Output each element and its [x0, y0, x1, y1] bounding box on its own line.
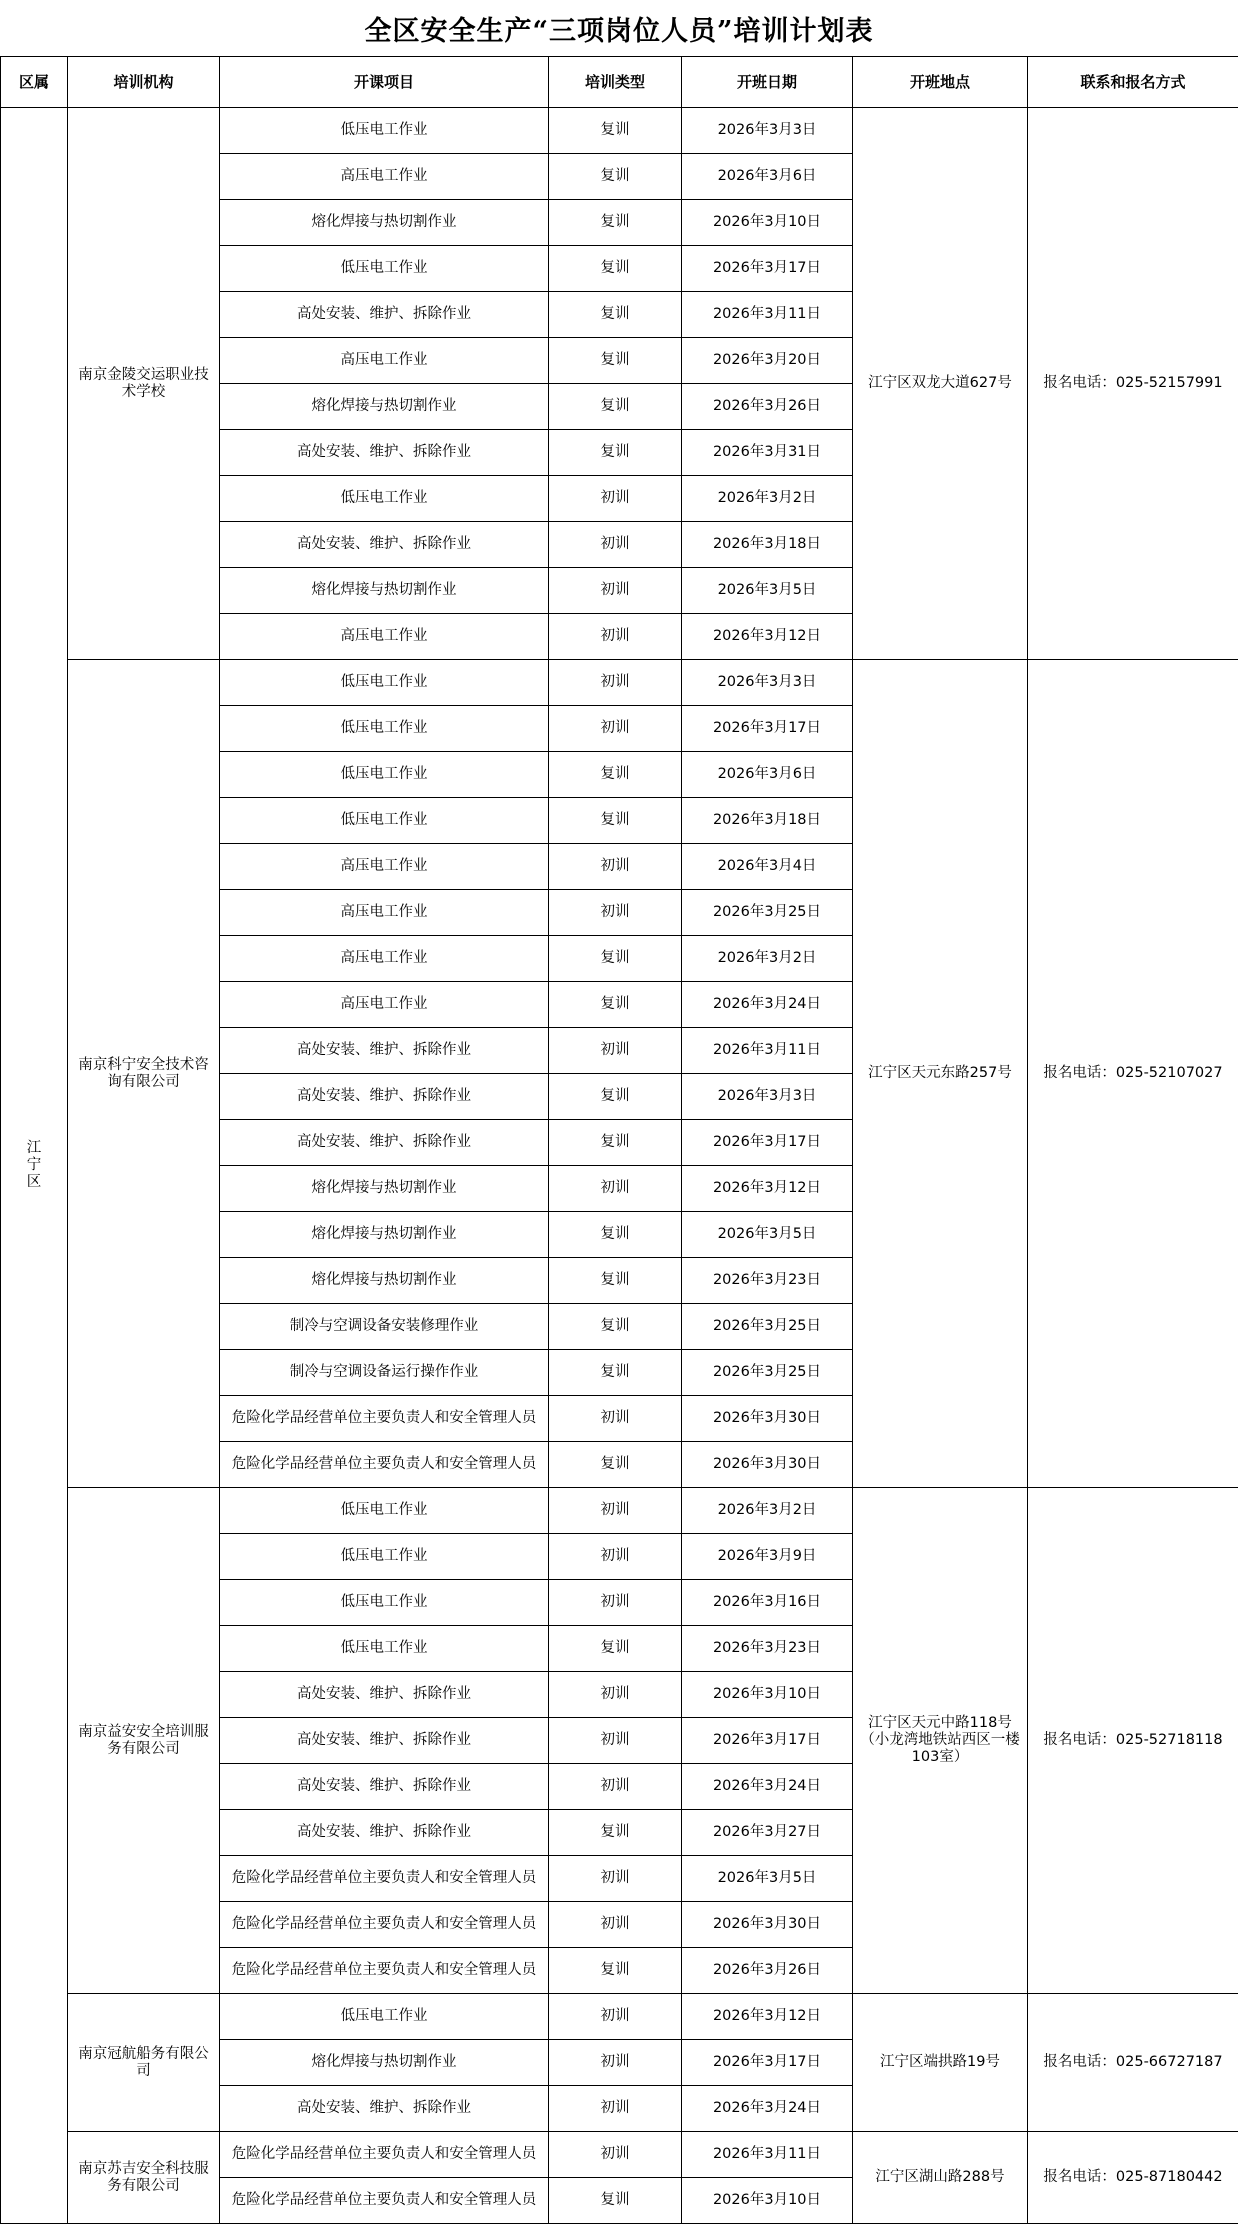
- course-date-cell: 2026年3月3日: [682, 660, 853, 706]
- contact-cell: 报名电话：025-87180442: [1028, 2132, 1238, 2224]
- course-type-cell: 初训: [549, 1580, 682, 1626]
- header-district: 区属: [1, 57, 68, 108]
- course-type-cell: 复训: [549, 154, 682, 200]
- course-project-cell: 高处安装、维护、拆除作业: [220, 292, 549, 338]
- institution-name-cell: 南京科宁安全技术咨询有限公司: [68, 660, 220, 1488]
- course-project-cell: 熔化焊接与热切割作业: [220, 1258, 549, 1304]
- institution-name-cell: 南京金陵交运职业技术学校: [68, 108, 220, 660]
- course-type-cell: 初训: [549, 614, 682, 660]
- course-type-cell: 复训: [549, 752, 682, 798]
- course-type-cell: 复训: [549, 1258, 682, 1304]
- course-type-cell: 初训: [549, 1994, 682, 2040]
- course-date-cell: 2026年3月17日: [682, 706, 853, 752]
- course-date-cell: 2026年3月3日: [682, 1074, 853, 1120]
- table-row: [1, 1488, 1238, 1534]
- course-date-cell: 2026年3月24日: [682, 1764, 853, 1810]
- course-project-cell: 低压电工作业: [220, 752, 549, 798]
- course-project-cell: 高处安装、维护、拆除作业: [220, 1764, 549, 1810]
- course-project-cell: 高压电工作业: [220, 154, 549, 200]
- course-project-cell: 低压电工作业: [220, 1534, 549, 1580]
- course-date-cell: 2026年3月27日: [682, 1810, 853, 1856]
- course-date-cell: 2026年3月4日: [682, 844, 853, 890]
- course-project-cell: 低压电工作业: [220, 476, 549, 522]
- institution-name-cell: 南京益安安全培训服务有限公司: [68, 1488, 220, 1994]
- institution-name-cell: 南京苏吉安全科技服务有限公司: [68, 2132, 220, 2224]
- course-date-cell: 2026年3月30日: [682, 1396, 853, 1442]
- course-project-cell: 高处安装、维护、拆除作业: [220, 1718, 549, 1764]
- course-type-cell: 复训: [549, 1212, 682, 1258]
- course-project-cell: 危险化学品经营单位主要负责人和安全管理人员: [220, 2132, 549, 2178]
- course-type-cell: 复训: [549, 1948, 682, 1994]
- course-type-cell: 初训: [549, 1534, 682, 1580]
- course-project-cell: 低压电工作业: [220, 798, 549, 844]
- course-project-cell: 低压电工作业: [220, 1994, 549, 2040]
- course-type-cell: 复训: [549, 2178, 682, 2224]
- course-type-cell: 初训: [549, 1902, 682, 1948]
- course-type-cell: 初训: [549, 1672, 682, 1718]
- header-type: 培训类型: [549, 57, 682, 108]
- course-date-cell: 2026年3月23日: [682, 1258, 853, 1304]
- course-date-cell: 2026年3月25日: [682, 890, 853, 936]
- course-type-cell: 复训: [549, 292, 682, 338]
- course-type-cell: 复训: [549, 1120, 682, 1166]
- course-project-cell: 高处安装、维护、拆除作业: [220, 522, 549, 568]
- course-date-cell: 2026年3月20日: [682, 338, 853, 384]
- course-project-cell: 危险化学品经营单位主要负责人和安全管理人员: [220, 1902, 549, 1948]
- table-body: [1, 108, 1238, 2224]
- course-date-cell: 2026年3月11日: [682, 1028, 853, 1074]
- course-type-cell: 复训: [549, 200, 682, 246]
- course-type-cell: 初训: [549, 1396, 682, 1442]
- course-project-cell: 危险化学品经营单位主要负责人和安全管理人员: [220, 1948, 549, 1994]
- location-cell: 江宁区天元中路118号（小龙湾地铁站西区一楼103室）: [853, 1488, 1028, 1994]
- course-date-cell: 2026年3月17日: [682, 1120, 853, 1166]
- course-type-cell: 复训: [549, 246, 682, 292]
- course-type-cell: 复训: [549, 1810, 682, 1856]
- page-title: 全区安全生产“三项岗位人员”培训计划表: [0, 0, 1238, 56]
- course-project-cell: 制冷与空调设备安装修理作业: [220, 1304, 549, 1350]
- course-date-cell: 2026年3月23日: [682, 1626, 853, 1672]
- course-type-cell: 初训: [549, 2086, 682, 2132]
- course-project-cell: 高处安装、维护、拆除作业: [220, 1074, 549, 1120]
- table-row: [1, 108, 1238, 154]
- course-project-cell: 危险化学品经营单位主要负责人和安全管理人员: [220, 1442, 549, 1488]
- course-date-cell: 2026年3月11日: [682, 292, 853, 338]
- district-cell: 江宁区: [1, 108, 68, 2224]
- course-project-cell: 高压电工作业: [220, 338, 549, 384]
- course-project-cell: 熔化焊接与热切割作业: [220, 384, 549, 430]
- course-type-cell: 初训: [549, 1764, 682, 1810]
- course-date-cell: 2026年3月5日: [682, 1212, 853, 1258]
- contact-cell: 报名电话：025-52107027: [1028, 660, 1238, 1488]
- course-date-cell: 2026年3月24日: [682, 2086, 853, 2132]
- location-cell: 江宁区湖山路288号: [853, 2132, 1028, 2224]
- course-project-cell: 熔化焊接与热切割作业: [220, 2040, 549, 2086]
- course-project-cell: 高压电工作业: [220, 890, 549, 936]
- course-date-cell: 2026年3月26日: [682, 384, 853, 430]
- course-date-cell: 2026年3月17日: [682, 2040, 853, 2086]
- course-date-cell: 2026年3月17日: [682, 246, 853, 292]
- course-project-cell: 低压电工作业: [220, 1626, 549, 1672]
- course-date-cell: 2026年3月9日: [682, 1534, 853, 1580]
- course-date-cell: 2026年3月18日: [682, 522, 853, 568]
- header-row: [1, 57, 1238, 108]
- course-date-cell: 2026年3月18日: [682, 798, 853, 844]
- training-plan-table: [0, 56, 1238, 2224]
- course-project-cell: 高压电工作业: [220, 614, 549, 660]
- course-project-cell: 高处安装、维护、拆除作业: [220, 2086, 549, 2132]
- course-date-cell: 2026年3月5日: [682, 568, 853, 614]
- course-project-cell: 低压电工作业: [220, 1580, 549, 1626]
- course-type-cell: 初训: [549, 1166, 682, 1212]
- course-date-cell: 2026年3月10日: [682, 1672, 853, 1718]
- course-project-cell: 熔化焊接与热切割作业: [220, 568, 549, 614]
- course-type-cell: 复训: [549, 1626, 682, 1672]
- course-type-cell: 复训: [549, 430, 682, 476]
- course-project-cell: 低压电工作业: [220, 660, 549, 706]
- course-project-cell: 高压电工作业: [220, 844, 549, 890]
- course-type-cell: 初训: [549, 2040, 682, 2086]
- course-type-cell: 初训: [549, 476, 682, 522]
- course-date-cell: 2026年3月24日: [682, 982, 853, 1028]
- course-date-cell: 2026年3月11日: [682, 2132, 853, 2178]
- course-type-cell: 初训: [549, 890, 682, 936]
- course-type-cell: 复训: [549, 798, 682, 844]
- course-type-cell: 复训: [549, 108, 682, 154]
- course-date-cell: 2026年3月25日: [682, 1350, 853, 1396]
- course-date-cell: 2026年3月16日: [682, 1580, 853, 1626]
- table-row: [1, 2132, 1238, 2178]
- course-type-cell: 初训: [549, 844, 682, 890]
- course-type-cell: 复训: [549, 1074, 682, 1120]
- course-project-cell: 高压电工作业: [220, 982, 549, 1028]
- course-project-cell: 危险化学品经营单位主要负责人和安全管理人员: [220, 1396, 549, 1442]
- course-date-cell: 2026年3月6日: [682, 154, 853, 200]
- institution-name-cell: 南京冠航船务有限公司: [68, 1994, 220, 2132]
- contact-cell: 报名电话：025-66727187: [1028, 1994, 1238, 2132]
- course-date-cell: 2026年3月30日: [682, 1442, 853, 1488]
- course-date-cell: 2026年3月25日: [682, 1304, 853, 1350]
- location-cell: 江宁区天元东路257号: [853, 660, 1028, 1488]
- course-project-cell: 高压电工作业: [220, 936, 549, 982]
- course-project-cell: 低压电工作业: [220, 1488, 549, 1534]
- header-project: 开课项目: [220, 57, 549, 108]
- course-project-cell: 危险化学品经营单位主要负责人和安全管理人员: [220, 1856, 549, 1902]
- course-date-cell: 2026年3月10日: [682, 200, 853, 246]
- course-project-cell: 高处安装、维护、拆除作业: [220, 1810, 549, 1856]
- course-date-cell: 2026年3月2日: [682, 936, 853, 982]
- course-type-cell: 初训: [549, 1028, 682, 1074]
- course-date-cell: 2026年3月17日: [682, 1718, 853, 1764]
- contact-cell: 报名电话：025-52718118: [1028, 1488, 1238, 1994]
- course-type-cell: 复训: [549, 936, 682, 982]
- course-project-cell: 制冷与空调设备运行操作作业: [220, 1350, 549, 1396]
- course-date-cell: 2026年3月31日: [682, 430, 853, 476]
- course-project-cell: 熔化焊接与热切割作业: [220, 1166, 549, 1212]
- course-type-cell: 初训: [549, 660, 682, 706]
- course-date-cell: 2026年3月30日: [682, 1902, 853, 1948]
- course-type-cell: 复训: [549, 384, 682, 430]
- course-type-cell: 复训: [549, 1350, 682, 1396]
- header-contact: 联系和报名方式: [1028, 57, 1238, 108]
- location-cell: 江宁区双龙大道627号: [853, 108, 1028, 660]
- contact-cell: 报名电话：025-52157991: [1028, 108, 1238, 660]
- course-type-cell: 复训: [549, 982, 682, 1028]
- table-row: [1, 660, 1238, 706]
- course-date-cell: 2026年3月3日: [682, 108, 853, 154]
- course-project-cell: 高处安装、维护、拆除作业: [220, 1672, 549, 1718]
- course-type-cell: 复训: [549, 338, 682, 384]
- course-project-cell: 高处安装、维护、拆除作业: [220, 430, 549, 476]
- course-type-cell: 初训: [549, 1718, 682, 1764]
- course-project-cell: 低压电工作业: [220, 706, 549, 752]
- course-type-cell: 初训: [549, 1488, 682, 1534]
- header-date: 开班日期: [682, 57, 853, 108]
- course-project-cell: 熔化焊接与热切割作业: [220, 1212, 549, 1258]
- course-type-cell: 复训: [549, 1304, 682, 1350]
- header-institution: 培训机构: [68, 57, 220, 108]
- course-type-cell: 初训: [549, 522, 682, 568]
- course-date-cell: 2026年3月6日: [682, 752, 853, 798]
- course-date-cell: 2026年3月2日: [682, 476, 853, 522]
- course-type-cell: 初训: [549, 706, 682, 752]
- course-project-cell: 高处安装、维护、拆除作业: [220, 1028, 549, 1074]
- course-type-cell: 初训: [549, 1856, 682, 1902]
- course-date-cell: 2026年3月12日: [682, 1994, 853, 2040]
- course-project-cell: 高处安装、维护、拆除作业: [220, 1120, 549, 1166]
- course-date-cell: 2026年3月26日: [682, 1948, 853, 1994]
- course-date-cell: 2026年3月10日: [682, 2178, 853, 2224]
- course-type-cell: 复训: [549, 1442, 682, 1488]
- course-project-cell: 低压电工作业: [220, 108, 549, 154]
- course-date-cell: 2026年3月5日: [682, 1856, 853, 1902]
- course-date-cell: 2026年3月12日: [682, 614, 853, 660]
- course-type-cell: 初训: [549, 2132, 682, 2178]
- header-location: 开班地点: [853, 57, 1028, 108]
- course-date-cell: 2026年3月12日: [682, 1166, 853, 1212]
- course-date-cell: 2026年3月2日: [682, 1488, 853, 1534]
- table-row: [1, 1994, 1238, 2040]
- course-project-cell: 低压电工作业: [220, 246, 549, 292]
- course-project-cell: 危险化学品经营单位主要负责人和安全管理人员: [220, 2178, 549, 2224]
- location-cell: 江宁区端拱路19号: [853, 1994, 1028, 2132]
- course-project-cell: 熔化焊接与热切割作业: [220, 200, 549, 246]
- course-type-cell: 初训: [549, 568, 682, 614]
